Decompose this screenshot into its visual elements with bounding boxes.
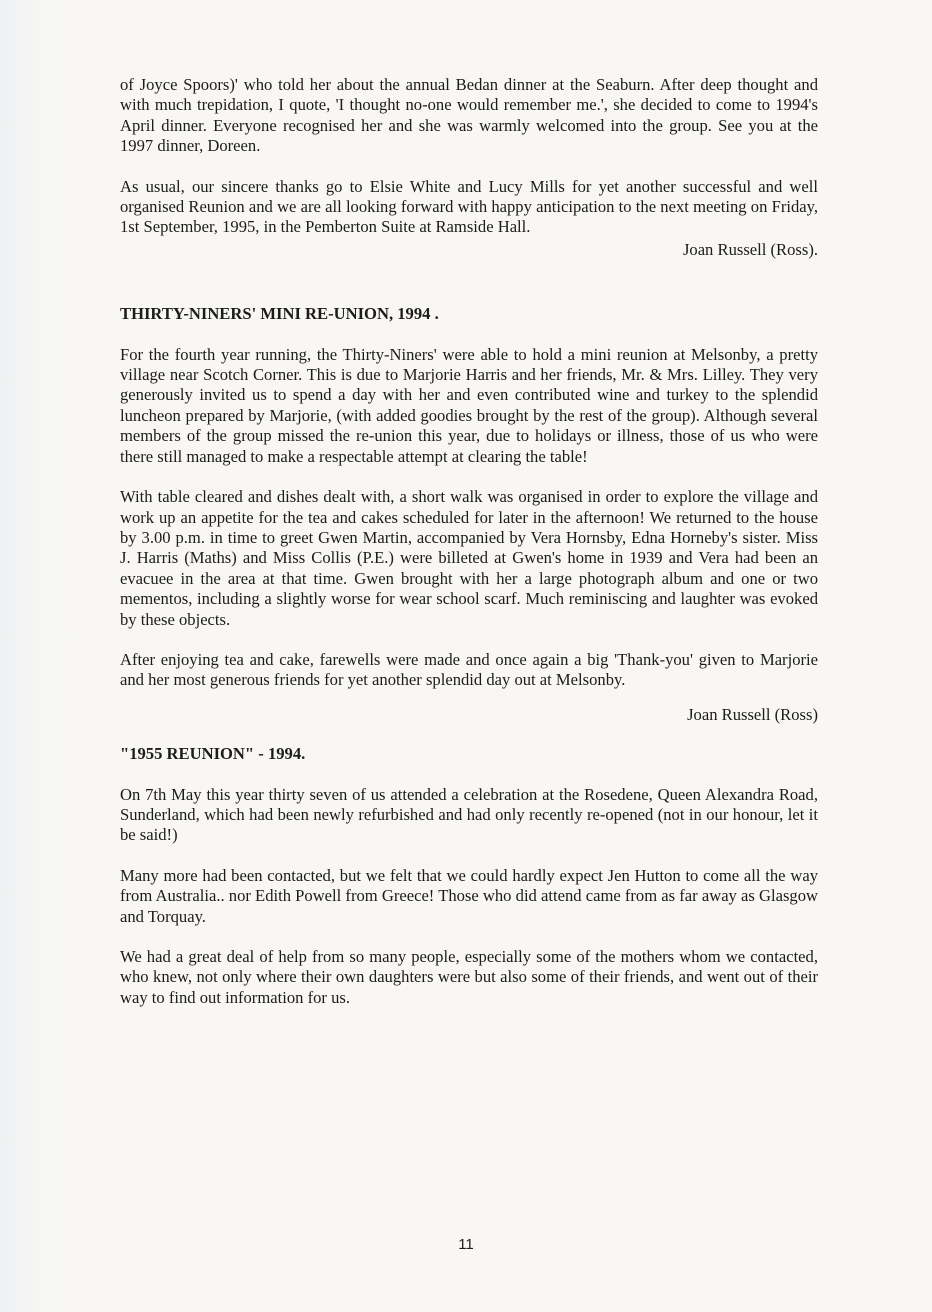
paragraph: of Joyce Spoors)' who told her about the annual Bedan dinner at the Seaburn. After deep thought and with much trepidation, I quote, 'I thought no-one would remember me.', she decided to come to 1994's April dinner. Everyone recognised her and she was warmly welcomed into the group. See you at the 1997 dinner, Doreen. — [120, 75, 818, 156]
signature: Joan Russell (Ross) — [687, 704, 818, 724]
paragraph: We had a great deal of help from so many people, especially some of the mothers whom we contacted, who knew, not only where their own daughters were but also some of their friends, and went out of their way to find out information for us. — [120, 947, 818, 1007]
paragraph: For the fourth year running, the Thirty-Niners' were able to hold a mini reunion at Melsonby, a pretty village near Scotch Corner. This is due to Marjorie Harris and her friends, Mr. & Mrs. Lilley. They very generously invited us to spend a day with her and even contributed wine and turkey to the splendid luncheon prepared by Marjorie, (with added goodies brought by the rest of the group). Although several members of the group missed the re-union this year, due to holidays or illness, those of us who were there still managed to make a respectable attempt at clearing the table! — [120, 344, 818, 466]
page-number: 11 — [458, 1236, 474, 1253]
paragraph: With table cleared and dishes dealt with, a short walk was organised in order to explore the village and work up an appetite for the tea and cakes scheduled for later in the afternoon! We returned to the house by 3.00 p.m. in time to greet Gwen Martin, accompanied by Vera Hornsby, Edna Horneby's sister. Miss J. Harris (Maths) and Miss Collis (P.E.) were billeted at Gwen's home in 1939 and Vera had been an evacuee in the area at that time. Gwen brought with her a large photograph album and one or two mementos, including a slightly worse for wear school scarf. Much reminiscing and laughter was evoked by these objects. — [120, 487, 818, 629]
page-content — [120, 75, 818, 1028]
section-heading: THIRTY-NINERS' MINI RE-UNION, 1994 . — [120, 304, 439, 324]
section-heading: "1955 REUNION" - 1994. — [120, 744, 306, 764]
signature: Joan Russell (Ross). — [682, 239, 818, 259]
paragraph: As usual, our sincere thanks go to Elsie White and Lucy Mills for yet another successful and well organised Reunion and we are all looking forward with happy anticipation to the next meeting on Friday, 1st September, 1995, in the Pemberton Suite at Ramside Hall. — [120, 176, 818, 237]
paragraph: After enjoying tea and cake, farewells were made and once again a big 'Thank-you' given to Marjorie and her most generous friends for yet another splendid day out at Melsonby. — [120, 649, 818, 690]
paragraph: On 7th May this year thirty seven of us attended a celebration at the Rosedene, Queen Alexandra Road, Sunderland, which had been newly refurbished and had only recently re-opened (not in our honour, let it be said!) — [120, 784, 818, 845]
paragraph: Many more had been contacted, but we felt that we could hardly expect Jen Hutton to come all the way from Australia.. nor Edith Powell from Greece! Those who did attend came from as far away as Glasgow and Torquay. — [120, 865, 818, 926]
